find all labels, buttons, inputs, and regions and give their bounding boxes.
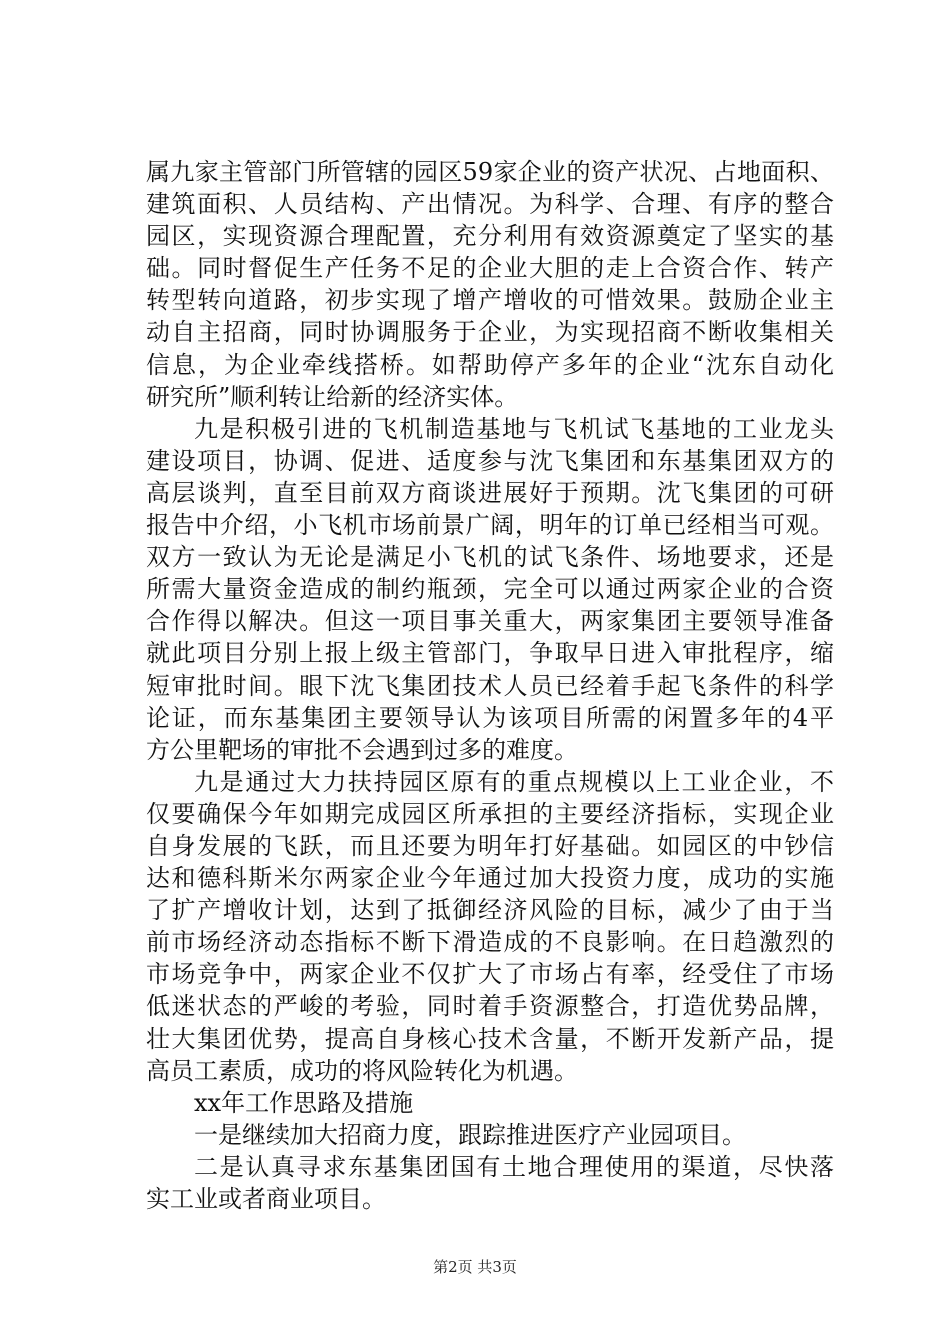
text-line: 方公里靶场的审批不会遇到过多的难度。 [146,735,578,764]
text-line: 低迷状态的严峻的考验，同时着手资源整合，打造优势品牌， [146,992,834,1021]
text-line: 前市场经济动态指标不断下滑造成的不良影响。在日趋激烈的 [146,928,834,957]
text-line: 九是积极引进的飞机制造基地与飞机试飞基地的工业龙头 [194,414,834,443]
text-line: 研究所”顺利转让给新的经济实体。 [146,382,519,411]
text-line: 高员工素质，成功的将风险转化为机遇。 [146,1056,578,1085]
text-line: 础。同时督促生产任务不足的企业大胆的走上合资合作、转产 [146,254,834,283]
text-line: 一是继续加大招商力度，跟踪推进医疗产业园项目。 [194,1120,746,1149]
text-line: 动自主招商，同时协调服务于企业，为实现招商不断收集相关 [146,318,834,347]
text-line: 壮大集团优势，提高自身核心技术含量，不断开发新产品，提 [146,1024,834,1053]
text-line: 短审批时间。眼下沈飞集团技术人员已经着手起飞条件的科学 [146,671,834,700]
text-line: 转型转向道路，初步实现了增产增收的可惜效果。鼓励企业主 [146,286,834,315]
text-line: 建筑面积、人员结构、产出情况。为科学、合理、有序的整合 [146,190,834,219]
text-line: 二是认真寻求东基集团国有土地合理使用的渠道，尽快落 [194,1152,834,1181]
text-line: 高层谈判，直至目前双方商谈进展好于预期。沈飞集团的可研 [146,478,834,507]
document-body [146,156,834,1215]
text-line: 达和德科斯米尔两家企业今年通过加大投资力度，成功的实施 [146,864,834,893]
text-line: 园区，实现资源合理配置，充分利用有效资源奠定了坚实的基 [146,222,834,251]
text-line: 论证，而东基集团主要领导认为该项目所需的闲置多年的4平 [146,703,834,732]
text-line: 信息，为企业牵线搭桥。如帮助停产多年的企业“沈东自动化 [146,350,834,379]
text-line: 双方一致认为无论是满足小飞机的试飞条件、场地要求，还是 [146,543,834,572]
text-line: 就此项目分别上报上级主管部门，争取早日进入审批程序，缩 [146,639,834,668]
text-line: 仅要确保今年如期完成园区所承担的主要经济指标，实现企业 [146,799,834,828]
text-line: 了扩产增收计划，达到了抵御经济风险的目标，减少了由于当 [146,896,834,925]
text-line: 合作得以解决。但这一项目事关重大，两家集团主要领导准备 [146,607,834,636]
text-line: 实工业或者商业项目。 [146,1185,386,1213]
text-line: 九是通过大力扶持园区原有的重点规模以上工业企业，不 [194,767,834,796]
text-line: 报告中介绍，小飞机市场前景广阔，明年的订单已经相当可观。 [146,511,834,540]
text-line: 属九家主管部门所管辖的园区59家企业的资产状况、占地面积、 [146,158,834,186]
text-line: 市场竞争中，两家企业不仅扩大了市场占有率，经受住了市场 [146,960,834,989]
text-line: 建设项目，协调、促进、适度参与沈飞集团和东基集团双方的 [146,446,834,475]
text-line: 自身发展的飞跃，而且还要为明年打好基础。如园区的中钞信 [146,831,834,860]
text-line: 所需大量资金造成的制约瓶颈，完全可以通过两家企业的合资 [146,575,834,604]
text-line: xx年工作思路及措施 [194,1088,414,1117]
page-number: 第2页 共3页 [433,1258,517,1276]
